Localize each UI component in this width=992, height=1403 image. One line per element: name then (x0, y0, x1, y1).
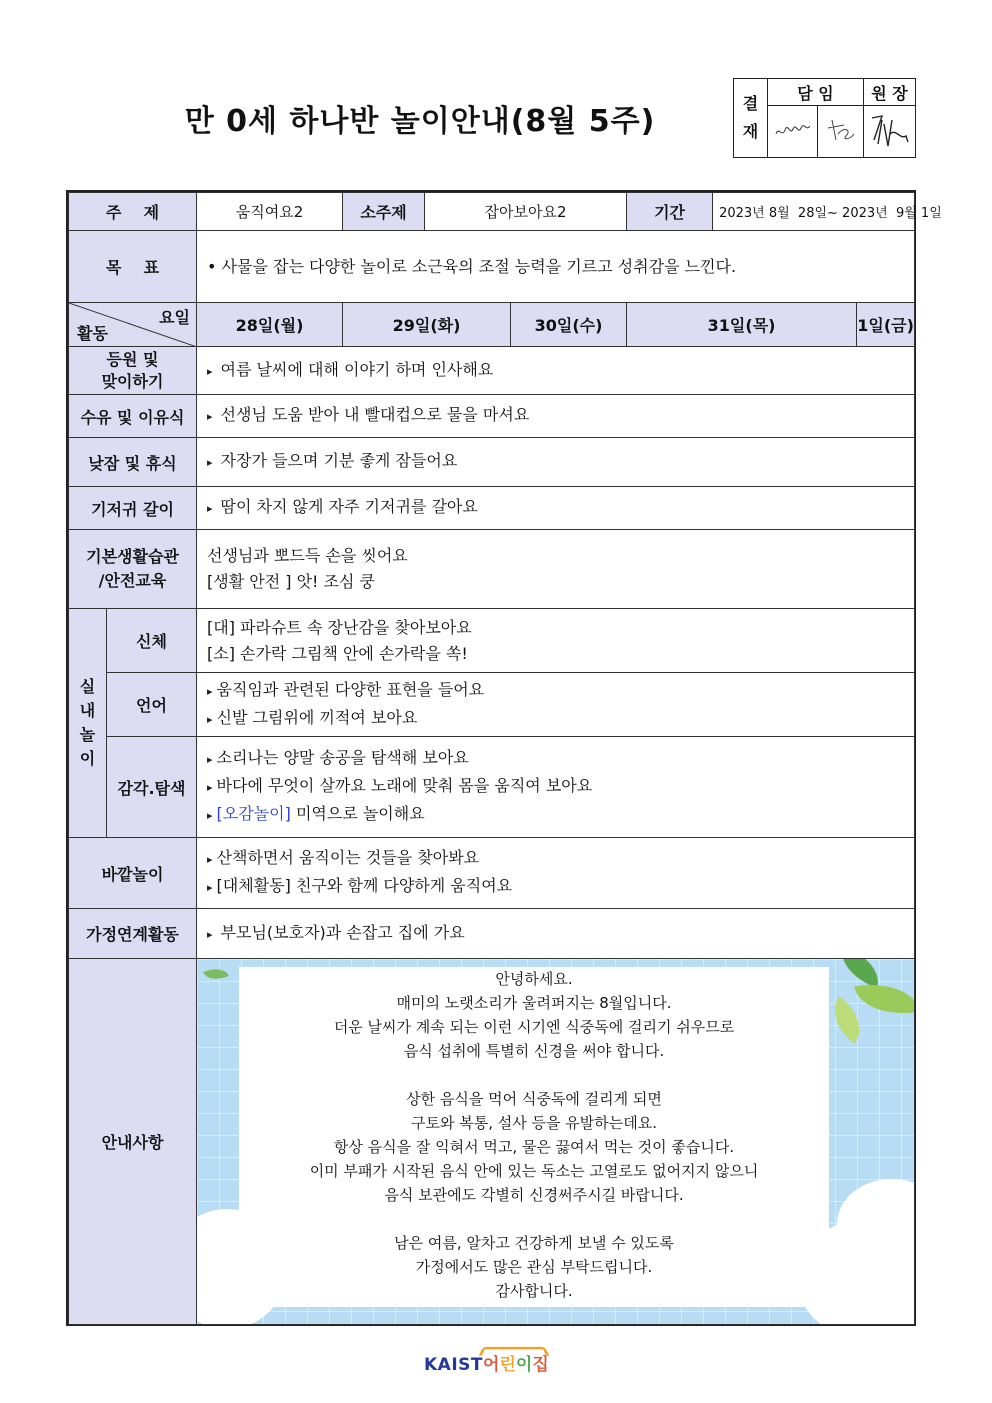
sensory-play-label: 감각.탐색 (107, 737, 197, 838)
outdoor-play-label: 바깥놀이 (69, 838, 197, 909)
outdoor-play-text: ▸ 산책하면서 움직이는 것들을 찾아봐요 ▸ [대체활동] 친구와 함께 다양하게 움직여요 (197, 838, 915, 909)
notice-line: 감사합니다. (495, 1282, 573, 1300)
director-label: 원 장 (864, 79, 916, 106)
notice-text (239, 967, 829, 1303)
feeding-label: 수유 및 이유식 (69, 395, 197, 438)
sensory-play-text: ▸ 소리나는 양말 송공을 탐색해 보아요 ▸ 바다에 무엇이 살까요 노래에 맞춰 몸을 움직여 보아요 ▸ [오감놀이] 미역으로 놀이해요 (197, 737, 915, 838)
homeroom-signature-1 (768, 106, 818, 158)
notice-line (239, 1207, 829, 1231)
notice-line: 매미의 노랫소리가 울려퍼지는 8월입니다. (396, 994, 672, 1012)
notice-label: 안내사항 (69, 959, 197, 1325)
language-play-text: ▸ 움직임과 관련된 다양한 표현을 들어요 ▸ 신발 그림위에 끼적여 보아요 (197, 673, 915, 737)
body-play-label: 신체 (107, 609, 197, 673)
diaper-text: ▸ 땀이 차지 않게 자주 기저귀를 갈아요 (197, 487, 915, 530)
day-wed: 30일(수) (511, 303, 627, 347)
period-value: 2023년 8월 28일~ 2023년 9월 1일 (713, 193, 915, 231)
home-activity-text: ▸ 부모님(보호자)과 손잡고 집에 가요 (197, 909, 915, 959)
notice-line: 구토와 복통, 설사 등을 유발하는데요. (411, 1114, 657, 1132)
body-play-text: [대] 파라슈트 속 장난감을 찾아보아요 [소] 손가락 그림책 안에 손가락을 쏙! (197, 609, 915, 673)
director-signature (864, 106, 916, 158)
indoor-play-group-label: 실 내 놀 이 (69, 609, 107, 838)
approval-side-label: 결재 (734, 79, 768, 158)
kaist-kindergarten-logo: KAIST어린이집 (424, 1355, 549, 1375)
diag-weekday-label: 요일 (159, 308, 191, 327)
notice-panel (197, 959, 915, 1325)
notice-line: 항상 음식을 잘 익혀서 먹고, 물은 끓여서 먹는 것이 좋습니다. (333, 1138, 735, 1156)
day-thu: 31일(목) (627, 303, 857, 347)
diagonal-header (69, 303, 197, 347)
signature-image (773, 118, 813, 142)
homeroom-signature-2 (818, 106, 864, 158)
period-label: 기간 (627, 193, 713, 231)
diaper-label: 기저귀 갈이 (69, 487, 197, 530)
day-mon: 28일(월) (197, 303, 343, 347)
basic-habit-text: 선생님과 뽀드득 손을 씻어요 [생활 안전 ] 앗! 조심 쿵 (197, 530, 915, 609)
diag-activity-label: 활동 (77, 324, 108, 343)
notice-line: 이미 부패가 시작된 음식 안에 있는 독소는 고열로도 없어지지 않으니 (309, 1162, 759, 1180)
arrival-label: 등원 및 맞이하기 (69, 347, 197, 395)
subtheme-label: 소주제 (343, 193, 425, 231)
page-title: 만 0세 하나반 놀이안내(8월 5주) (184, 104, 656, 139)
homeroom-label: 담 임 (768, 79, 864, 106)
nap-text: ▸ 자장가 들으며 기분 좋게 잠들어요 (197, 438, 915, 487)
signature-image (868, 110, 912, 150)
goal-text: • 사물을 잡는 다양한 놀이로 소근육의 조절 능력을 기르고 성취감을 느낀다. (197, 231, 915, 303)
day-fri: 1일(금) (857, 303, 915, 347)
notice-line: 더운 날씨가 계속 되는 이런 시기엔 식중독에 걸리기 쉬우므로 (333, 1018, 735, 1036)
signature-image (824, 116, 858, 144)
notice-line: 안녕하세요. (495, 970, 573, 988)
subtheme-value: 잡아보아요2 (425, 193, 627, 231)
plan-table-frame (66, 190, 942, 1326)
notice-line: 가정에서도 많은 관심 부탁드립니다. (415, 1258, 653, 1276)
home-activity-label: 가정연계활동 (69, 909, 197, 959)
approval-box (733, 78, 916, 158)
notice-line (239, 1063, 829, 1087)
notice-line: 남은 여름, 알차고 건강하게 보낼 수 있도록 (394, 1234, 674, 1252)
feeding-text: ▸ 선생님 도움 받아 내 빨대컵으로 물을 마셔요 (197, 395, 915, 438)
basic-habit-label: 기본생활습관 /안전교육 (69, 530, 197, 609)
notice-line: 음식 보관에도 각별히 신경써주시길 바랍니다. (384, 1186, 684, 1204)
notice-line: 상한 음식을 먹어 식중독에 걸리게 되면 (406, 1090, 662, 1108)
goal-label: 목 표 (69, 231, 197, 303)
notice-line: 음식 섭취에 특별히 신경을 써야 합니다. (403, 1042, 665, 1060)
nap-label: 낮잠 및 휴식 (69, 438, 197, 487)
plan-table (68, 192, 942, 1325)
theme-value: 움직여요2 (197, 193, 343, 231)
arrival-text: ▸ 여름 날씨에 대해 이야기 하며 인사해요 (197, 347, 915, 395)
language-play-label: 언어 (107, 673, 197, 737)
day-tue: 29일(화) (343, 303, 511, 347)
theme-label: 주 제 (69, 193, 197, 231)
